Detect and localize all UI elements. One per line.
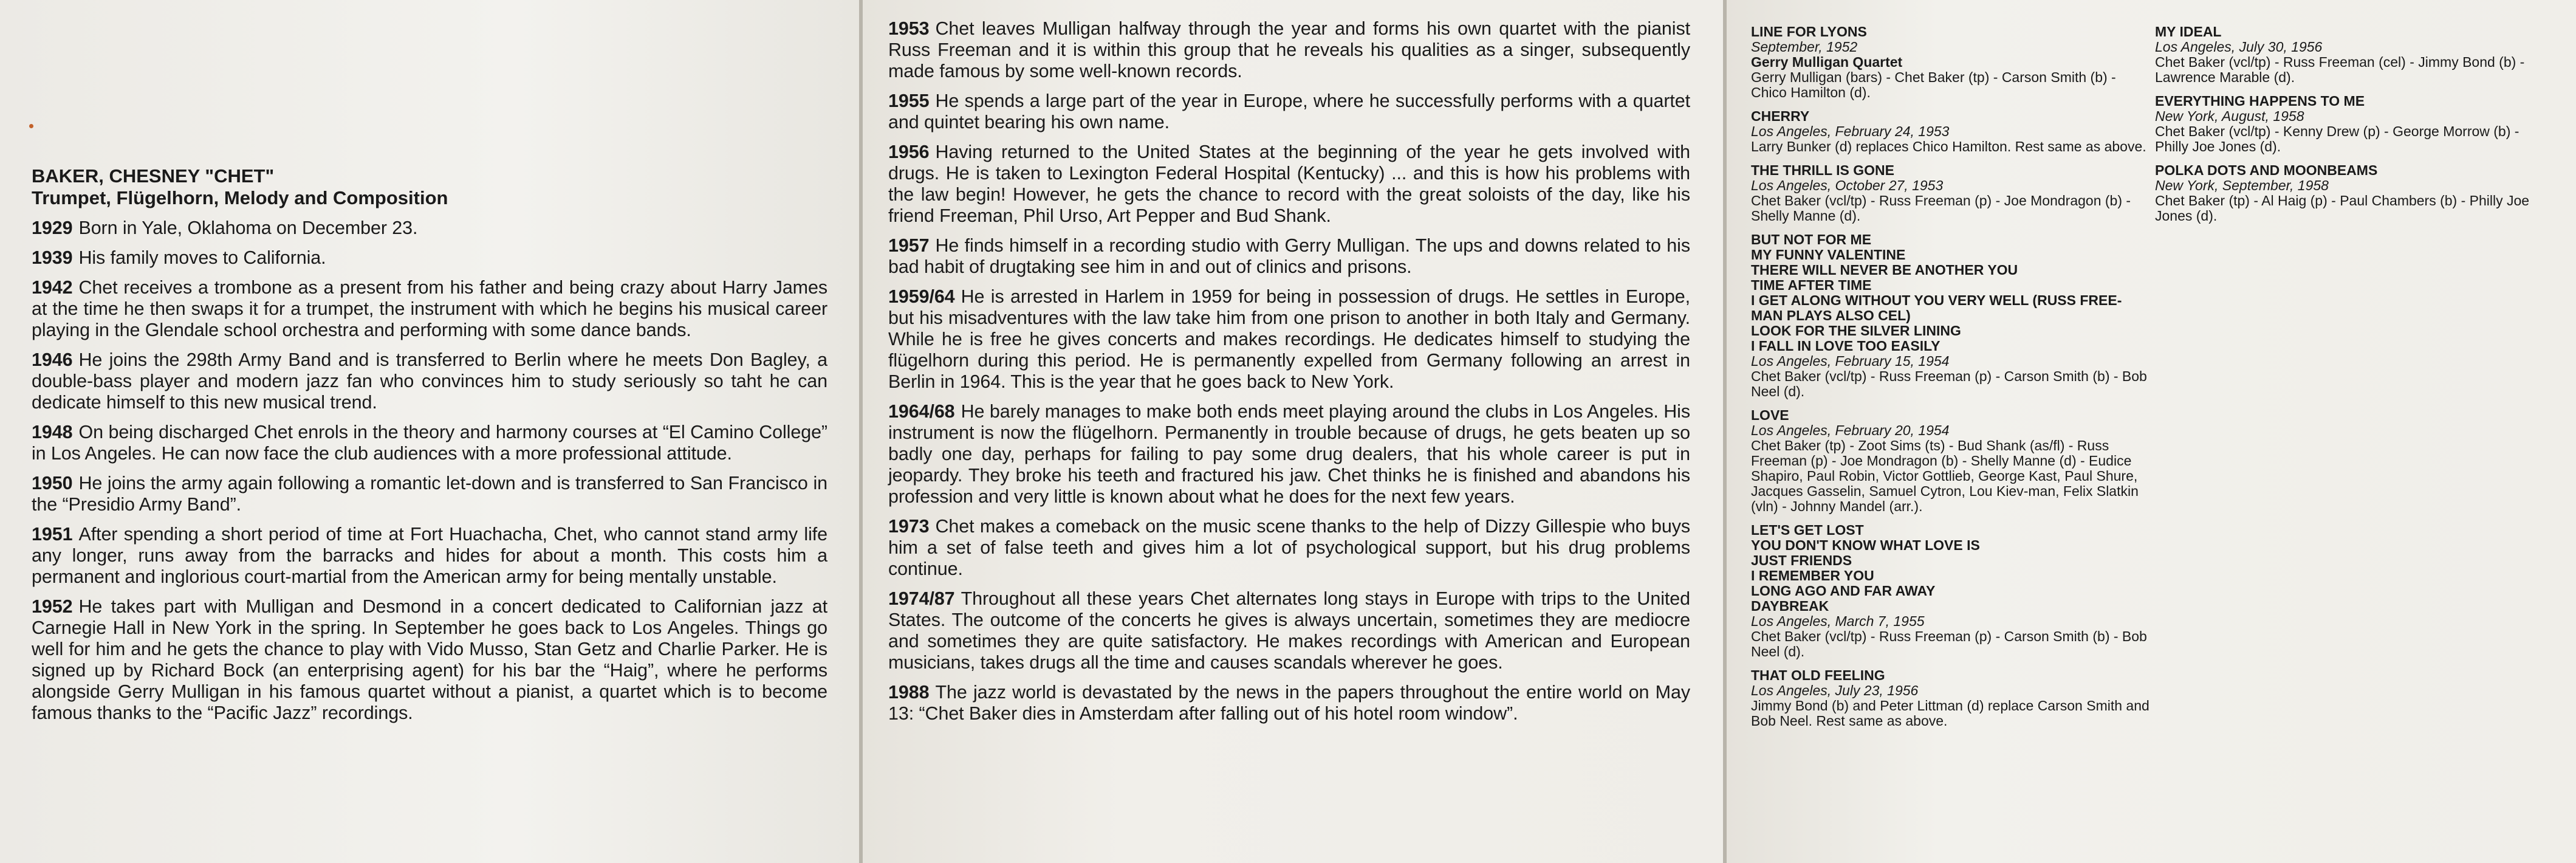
recording-date: Los Angeles, February 15, 1954 (1751, 353, 1950, 369)
biography-entry (888, 142, 1690, 227)
artist-instruments: Trumpet, Flügelhorn, Melody and Composition (32, 187, 448, 208)
track-title: I FALL IN LOVE TOO EASILY (1751, 338, 1941, 354)
biography-entry (888, 401, 1690, 507)
entry-text: On being discharged Chet enrols in the theory and harmony courses at “El Camino College” in Los Angeles. He can now face the club audiences with a more professional attitude. (32, 422, 827, 464)
discography-entry (1751, 668, 2152, 729)
entry-text: He takes part with Mulligan and Desmond in a concert dedicated to Californian jazz at Carnegie Hall in New York in the spring. In September he goes back to Los Angeles. Things go well for him and he gets the chance to play with Vido Musso, Stan Getz and Charlie Parker. He is signed up by Richard Bock (an enterprising agent) for his bar the “Haig”, where he performs alongside Gerry Mulligan in his famous quartet without a pianist, a quartet which is to become famous thanks to the “Pacific Jazz” recordings. (32, 596, 827, 723)
entry-year: 1973 (888, 516, 930, 537)
personnel: Chet Baker (tp) - Zoot Sims (ts) - Bud Shank (as/fl) - Russ Freeman (p) - Joe Mondragon (b) - Shelly Manne (d) - Eudice Shapiro, Paul Robin, Victor Gottlieb, George Kast, Paul Shure, Jacques Gasselin, Samuel Cytron, Lou Kiev-man, Felix Slatkin (vln) - Johnny Mandel (arr.). (1751, 438, 2139, 514)
track-title: LONG AGO AND FAR AWAY (1751, 583, 1936, 599)
track-title: JUST FRIENDS (1751, 552, 1852, 568)
entry-text: Chet makes a comeback on the music scene thanks to the help of Dizzy Gillespie who buys him a set of false teeth and gives him a lot of psychological support, but his drug problems continue. (888, 516, 1690, 579)
entry-year: 1953 (888, 18, 930, 39)
personnel: Larry Bunker (d) replaces Chico Hamilton. Rest same as above. (1751, 139, 2146, 154)
entry-year: 1948 (32, 422, 73, 442)
personnel: Chet Baker (vcl/tp) - Kenny Drew (p) - George Morrow (b) - Philly Joe Jones (d). (2155, 123, 2519, 154)
recording-date: Los Angeles, October 27, 1953 (1751, 177, 1944, 193)
biography-entry (888, 18, 1690, 82)
entry-year: 1974/87 (888, 588, 955, 609)
track-title: LOOK FOR THE SILVER LINING (1751, 323, 1961, 339)
entry-text: He joins the 298th Army Band and is transferred to Berlin where he meets Don Bagley, a double-bass player and modern jazz fan who convinces him to study seriously so taht he can dedicate himself to this new musical trend. (32, 349, 827, 413)
personnel: Chet Baker (vcl/tp) - Russ Freeman (cel) - Jimmy Bond (b) - Lawrence Marable (d). (2155, 54, 2525, 85)
entry-text: He finds himself in a recording studio with Gerry Mulligan. The ups and downs related to his bad habit of drugtaking see him in and out of clinics and prisons. (888, 235, 1690, 277)
recording-date: Los Angeles, July 23, 1956 (1751, 682, 1919, 698)
entry-year: 1939 (32, 247, 73, 268)
biography-entry (32, 596, 827, 724)
panel-biography-2 (863, 0, 1723, 863)
entry-year: 1959/64 (888, 286, 955, 307)
biography-entry (888, 91, 1690, 133)
entry-text: His family moves to California. (78, 247, 326, 268)
group-name: Gerry Mulligan Quartet (1751, 54, 1903, 70)
track-title: BUT NOT FOR ME (1751, 232, 1872, 247)
biography-entry (888, 516, 1690, 580)
entry-text: The jazz world is devastated by the news in the papers throughout the entire world on May 13: “Chet Baker dies in Amsterdam after falling out of his hotel room window”. (888, 682, 1690, 724)
entry-year: 1950 (32, 473, 73, 493)
entry-text: He barely manages to make both ends meet playing around the clubs in Los Angeles. His instrument is now the flügelhorn. Permanently in trouble because of drugs, he gets beaten up so badly one day, perhaps for failing to pay some drug dealers, that his whole career is put in jeopardy. They broke his teeth and fractured his jaw. Chet thinks he is finished and abandons his profession and very little is known about what he does for the next few years. (888, 401, 1690, 507)
discography-entry (1751, 523, 2152, 659)
biography-entry (32, 422, 827, 464)
panel-biography-1 (0, 0, 859, 863)
entry-text: Having returned to the United States at the beginning of the year he gets involved with drugs. He is taken to Lexington Federal Hospital (Kentucky) ... and this is how his problems with the law begin! However, he gets the chance to record with the great soloists of the day, like his friend Freeman, Phil Urso, Art Pepper and Bud Shank. (888, 142, 1690, 226)
biography-entry (888, 286, 1690, 393)
track-title: LET'S GET LOST (1751, 522, 1864, 538)
biography-entry (888, 235, 1690, 278)
discography-entry (1751, 24, 2152, 100)
personnel: Chet Baker (vcl/tp) - Russ Freeman (p) - Joe Mondragon (b) - Shelly Manne (d). (1751, 193, 2131, 224)
entry-text: After spending a short period of time at Fort Huachacha, Chet, who cannot stand army life any longer, runs away from the barracks and hides for about a month. This costs him a permanent and inglorious court-martial from the American army for being mentally unstable. (32, 524, 827, 587)
track-title: EVERYTHING HAPPENS TO ME (2155, 93, 2365, 109)
entry-year: 1988 (888, 682, 930, 703)
discography-entry (2155, 163, 2556, 224)
entry-year: 1946 (32, 349, 73, 370)
entry-text: Throughout all these years Chet alternates long stays in Europe with trips to the United States. The outcome of the concerts he gives is always uncertain, sometimes they are mediocre and sometimes they are quite satisfactory. He makes recordings with American and European musicians, takes drugs all the time and causes scandals wherever he goes. (888, 588, 1690, 673)
track-title: THE THRILL IS GONE (1751, 162, 1894, 178)
recording-date: New York, August, 1958 (2155, 108, 2304, 124)
track-title: TIME AFTER TIME (1751, 277, 1872, 293)
entry-text: Born in Yale, Oklahoma on December 23. (78, 218, 418, 238)
biography-entry (32, 473, 827, 515)
entry-text: He spends a large part of the year in Europe, where he successfully performs with a quartet and quintet bearing his own name. (888, 91, 1690, 132)
biography-list-1 (32, 218, 827, 724)
biography-column-1 (32, 165, 827, 732)
discography-entry (1751, 163, 2152, 224)
biography-entry (32, 277, 827, 341)
entry-text: He is arrested in Harlem in 1959 for being in possession of drugs. He settles in Europe, but his misadventures with the law take him from one prison to another in both Italy and Germany. While he is free he gives concerts and makes recordings. He dedicates himself to studying the flügelhorn during this period. He is permanently expelled from Germany following an arrest in Berlin in 1964. This is the year that he goes back to New York. (888, 286, 1690, 392)
track-title: MY IDEAL (2155, 24, 2222, 40)
track-title: THAT OLD FEELING (1751, 667, 1885, 683)
track-title: I REMEMBER YOU (1751, 568, 1874, 583)
track-title: YOU DON'T KNOW WHAT LOVE IS (1751, 537, 1980, 553)
track-title: I GET ALONG WITHOUT YOU VERY WELL (RUSS FREE-MAN PLAYS ALSO CEL) (1751, 292, 2122, 323)
entry-text: He joins the army again following a romantic let-down and is transferred to San Francisco in the “Presidio Army Band”. (32, 473, 827, 515)
recording-date: Los Angeles, July 30, 1956 (2155, 39, 2323, 55)
personnel: Jimmy Bond (b) and Peter Littman (d) replace Carson Smith and Bob Neel. Rest same as above. (1751, 698, 2150, 729)
track-title: LINE FOR LYONS (1751, 24, 1867, 40)
recording-date: Los Angeles, February 20, 1954 (1751, 422, 1950, 438)
personnel: Chet Baker (tp) - Al Haig (p) - Paul Chambers (b) - Philly Joe Jones (d). (2155, 193, 2530, 224)
personnel: Chet Baker (vcl/tp) - Russ Freeman (p) - Carson Smith (b) - Bob Neel (d). (1751, 368, 2147, 399)
biography-entry (888, 588, 1690, 673)
personnel: Chet Baker (vcl/tp) - Russ Freeman (p) - Carson Smith (b) - Bob Neel (d). (1751, 628, 2147, 659)
discography-column-2 (2155, 24, 2556, 232)
discography-entry (1751, 232, 2152, 399)
entry-year: 1957 (888, 235, 930, 256)
recording-date: New York, September, 1958 (2155, 177, 2329, 193)
discography-column-1 (1751, 24, 2152, 737)
biography-entry (32, 524, 827, 588)
discography-entry (1751, 109, 2152, 154)
track-title: POLKA DOTS AND MOONBEAMS (2155, 162, 2378, 178)
track-title: CHERRY (1751, 108, 1810, 124)
entry-year: 1952 (32, 596, 73, 617)
entry-text: Chet leaves Mulligan halfway through the year and forms his own quartet with the pianist Russ Freeman and it is within this group that he reveals his qualities as a singer, subsequently made famous by some well-known records. (888, 18, 1690, 81)
discography-entry (1751, 408, 2152, 514)
entry-year: 1929 (32, 218, 73, 238)
artist-name: BAKER, CHESNEY "CHET" (32, 165, 275, 187)
entry-year: 1955 (888, 91, 930, 111)
entry-year: 1942 (32, 277, 73, 298)
entry-year: 1951 (32, 524, 73, 545)
biography-entry (888, 682, 1690, 724)
track-title: THERE WILL NEVER BE ANOTHER YOU (1751, 262, 2018, 278)
recording-date: Los Angeles, February 24, 1953 (1751, 123, 1950, 139)
biography-entry (32, 349, 827, 413)
entry-year: 1956 (888, 142, 930, 162)
personnel: Gerry Mulligan (bars) - Chet Baker (tp) - Carson Smith (b) - Chico Hamilton (d). (1751, 69, 2116, 100)
biography-entry (32, 218, 827, 239)
recording-date: Los Angeles, March 7, 1955 (1751, 613, 1925, 629)
panel-discography (1727, 0, 2576, 863)
recording-date: September, 1952 (1751, 39, 1858, 55)
discography-entry (2155, 24, 2556, 85)
track-title: DAYBREAK (1751, 598, 1829, 614)
track-title: MY FUNNY VALENTINE (1751, 247, 1906, 263)
entry-text: Chet receives a trombone as a present from his father and being crazy about Harry James at the time he then swaps it for a trumpet, the instrument with which he begins his musical career playing in the Glendale school orchestra and performing with some dance bands. (32, 277, 827, 340)
entry-year: 1964/68 (888, 401, 955, 422)
track-title: LOVE (1751, 407, 1789, 423)
biography-list-2 (888, 18, 1690, 733)
printed-dot (29, 124, 33, 128)
discography-entry (2155, 94, 2556, 154)
biography-entry (32, 247, 827, 269)
